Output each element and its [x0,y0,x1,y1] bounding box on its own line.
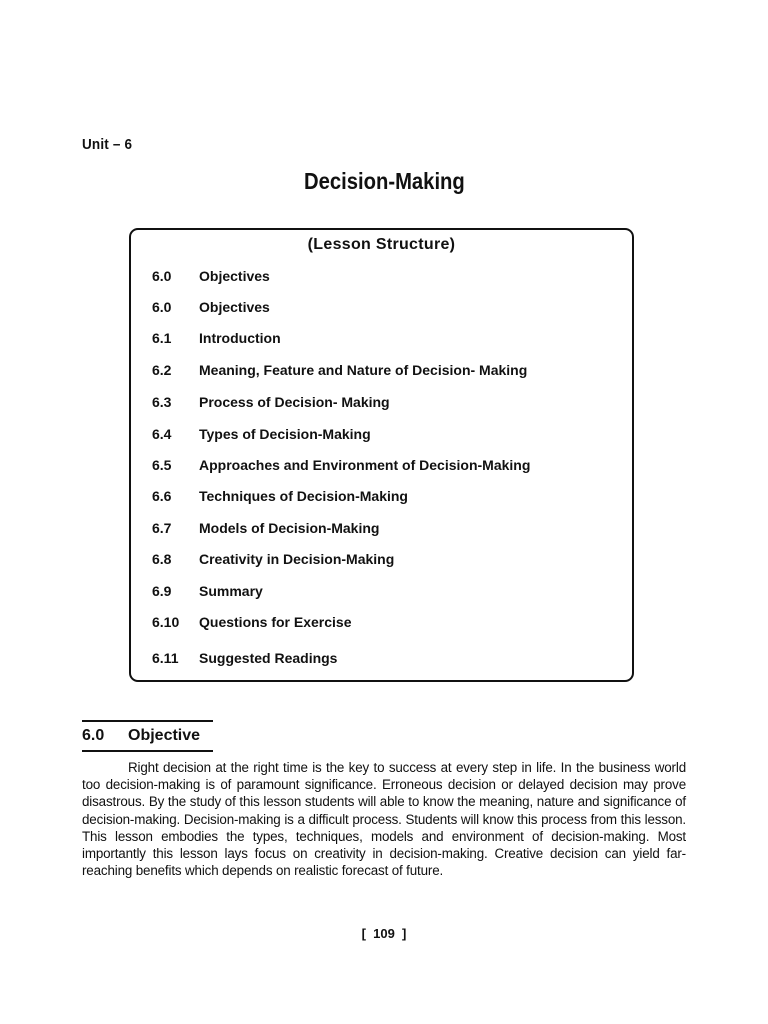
toc-item [152,268,270,284]
toc-item-number: 6.0 [152,299,172,315]
toc-item [152,426,371,442]
toc-item [152,330,281,346]
toc-item [152,299,270,315]
page-title-text: Decision-Making [303,168,465,194]
toc-item-label: Creativity in Decision-Making [199,551,395,567]
toc-item-label: Objectives [199,268,270,284]
toc-item-number: 6.11 [152,650,179,666]
toc-item-label: Process of Decision- Making [199,394,390,410]
toc-item-label: Introduction [199,330,281,346]
toc-item-number: 6.4 [152,426,172,442]
toc-item-number: 6.1 [152,330,172,346]
toc-item-number: 6.3 [152,394,172,410]
section-title: Objective [128,727,201,744]
toc-item [152,583,263,599]
toc-item [152,362,527,378]
toc-item-label: Suggested Readings [199,650,338,666]
toc-item-number: 6.5 [152,457,172,473]
toc-item-label: Types of Decision-Making [199,426,371,442]
toc-item [152,394,390,410]
toc-item-number: 6.7 [152,520,172,536]
toc-item [152,457,530,473]
toc-item-label: Objectives [199,299,270,315]
page-title [0,168,768,195]
body-paragraph: Right decision at the right time is the key to success at every step in life. In the business world too decision-making is of paramount significance. Erroneous decision or delayed decision may prove disastrous. By the study of this lesson students will able to know the meaning, nature and significance of decision-making. Decision-making is a difficult process. Students will know this process from this lesson. This lesson embodies the types, techniques, models and environment of decision-making. Most importantly this lesson lays focus on creativity in decision-making. Creative decision can yield far-reaching benefits which depends on realistic forecast of future. [82,760,686,879]
toc-item [152,488,408,504]
toc-item-number: 6.2 [152,362,172,378]
unit-label: Unit – 6 [82,136,133,153]
toc-item-label: Questions for Exercise [199,614,352,630]
section-heading [82,720,213,752]
toc-item-label: Meaning, Feature and Nature of Decision- Making [199,362,528,378]
toc-item-label: Techniques of Decision-Making [199,488,408,504]
toc-item [152,520,379,536]
toc-item-label: Approaches and Environment of Decision-Making [199,457,531,473]
lesson-structure-box [129,228,634,682]
toc-item-label: Summary [199,583,263,599]
toc-item [152,614,352,630]
toc-item-number: 6.8 [152,551,172,567]
section-number: 6.0 [82,727,105,744]
lesson-structure-heading: (Lesson Structure) [307,236,456,253]
toc-item-label: Models of Decision-Making [199,520,380,536]
toc-item-number: 6.6 [152,488,172,504]
page-number: [ 109 ] [361,926,407,941]
toc-item-number: 6.10 [152,614,180,630]
toc-item-number: 6.0 [152,268,172,284]
toc-item [152,650,337,666]
toc-item-number: 6.9 [152,583,172,599]
toc-item [152,551,394,567]
